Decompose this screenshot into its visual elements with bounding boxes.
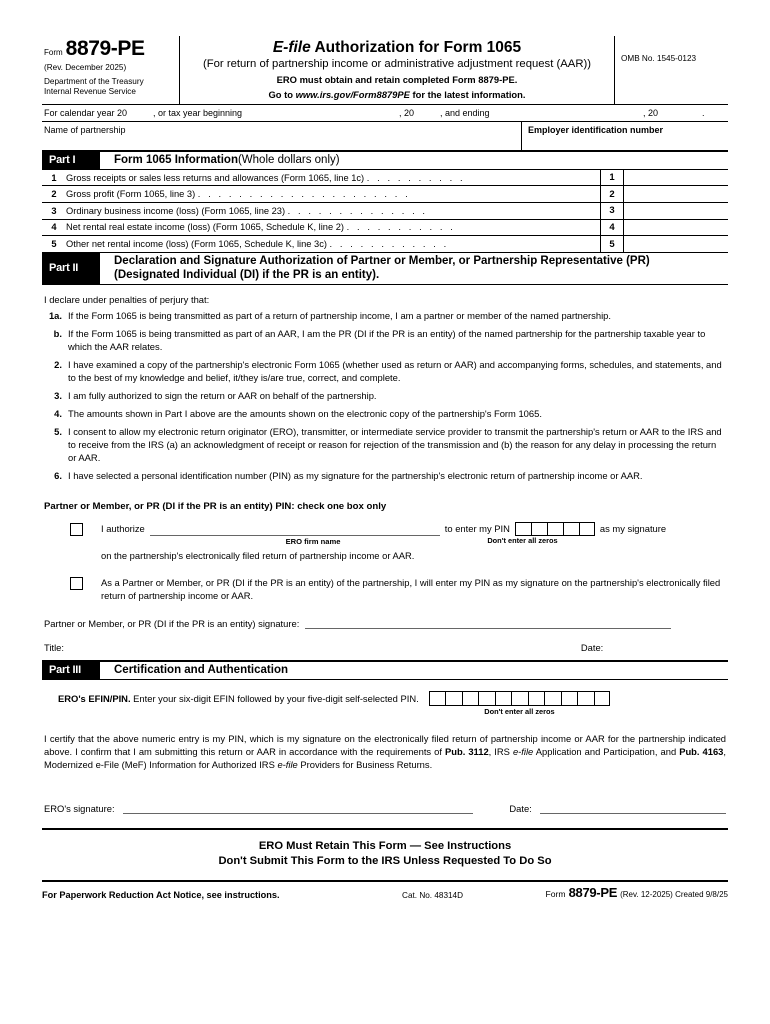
pin-option-1-body [101, 522, 726, 563]
ero-pin-digit-box[interactable] [544, 691, 561, 706]
catalog-number: Cat. No. 48314D [402, 890, 464, 900]
line-number: 4 [51, 222, 57, 233]
certify-part-5: Providers for Business Returns. [297, 759, 433, 771]
pin-digit-box[interactable] [531, 522, 547, 536]
part-3-body [42, 691, 728, 814]
line-box-number: 4 [600, 220, 624, 236]
no-zeros-note-partner: Don't enter all zeros [487, 535, 558, 545]
date-label: Date: [580, 641, 604, 653]
part1-line-2 [42, 186, 728, 203]
item-text: I am fully authorized to sign the return or AAR on behalf of the partnership. [68, 389, 377, 401]
declaration-item-3 [44, 390, 726, 403]
line-text: Other net rental income (loss) (Form 1065, Schedule K, line 3c) [66, 239, 327, 250]
ein-field[interactable] [522, 122, 728, 150]
part1-line-4 [42, 220, 728, 237]
partner-signature-row [44, 617, 726, 629]
pin-digit-box[interactable] [515, 522, 531, 536]
tax-year-row [42, 105, 728, 122]
certify-part-1: I certify that the above numeric entry is my PIN, which is my signature on the electronically filed return of partnership income or AAR for the partnership indicated above. I confirm that I am submitting this return or AAR in accordance with the requirements of [44, 732, 726, 757]
certify-part-2: , IRS [488, 745, 513, 757]
dot-leader: . . . . . . . . . . . . . . . . . . . . . [197, 189, 411, 200]
ero-firm-name-input[interactable] [150, 524, 440, 536]
footer-form-word: Form [545, 888, 566, 899]
pin-digit-box[interactable] [563, 522, 579, 536]
declaration-item-2 [44, 359, 726, 385]
pin-section-heading: Partner or Member, or PR (DI if the PR is an entity) PIN: check one box only [44, 500, 387, 512]
item-text: I have examined a copy of the partnership's electronic Form 1065 (whether used as return or AAR) and accompanying forms, schedules, and statements, and to the best of my knowledge and belief, it/they is/are true, correct, and complete. [68, 358, 722, 383]
item-marker: 2. [54, 358, 62, 370]
ero-date-input[interactable] [540, 802, 726, 814]
line-number: 2 [51, 189, 57, 200]
part1-line-3 [42, 203, 728, 220]
pin-option-2[interactable] [70, 576, 726, 602]
line-description [66, 222, 600, 232]
efin-digit-box[interactable] [478, 691, 495, 706]
checkbox-self-enter-pin[interactable] [70, 577, 83, 590]
item-text: The amounts shown in Part I above are the amounts shown on the electronic copy of the partnership's Form 1065. [68, 407, 542, 419]
declaration-item-6 [44, 470, 726, 483]
item-marker: b. [53, 327, 62, 339]
part-1-title-bold: Form 1065 Information [114, 153, 238, 166]
partner-signature-input[interactable] [305, 617, 671, 629]
item-text: I have selected a personal identification number (PIN) as my signature for the partnership's electronic return of partnership income or AAR. [68, 469, 643, 481]
form-word-label: Form [44, 48, 63, 57]
form-revision-date: (Rev. December 2025) [44, 63, 127, 72]
line-box-number: 5 [600, 236, 624, 252]
item-marker: 6. [54, 469, 62, 481]
pin-option-1[interactable] [70, 522, 726, 563]
partner-signature-label: Partner or Member, or PR (DI if the PR is an entity) signature: [44, 617, 300, 629]
part-2-body [42, 294, 728, 653]
retain-line-1: ERO Must Retain This Form — See Instructions [258, 839, 512, 852]
line-text: Net rental real estate income (loss) (Form 1065, Schedule K, line 2) [66, 222, 344, 233]
declaration-item-1a [44, 310, 726, 323]
line-amount-input[interactable] [624, 170, 728, 186]
as-my-signature-label: as my signature [599, 523, 667, 535]
efin-digit-box[interactable] [445, 691, 462, 706]
certify-part-4: , Modernized e-File (MeF) Information for Authorized IRS [44, 745, 726, 771]
form-title-block [180, 36, 615, 104]
dot-leader: . . . . . . . . . . . . [329, 239, 449, 250]
efin-input-wrap [429, 691, 611, 716]
line-box-number: 2 [600, 186, 624, 202]
line-amount-input[interactable] [624, 203, 728, 219]
issuing-agency [44, 77, 175, 97]
authorize-line [101, 522, 726, 536]
part-3-tag: Part III [42, 662, 100, 679]
line-amount-input[interactable] [624, 220, 728, 236]
pin-option-2-body: As a Partner or Member, or PR (DI if the PR is an entity) of the partnership, I will enter my PIN as my signature on the partnership's electronically filed return of partnership income or AAR. [101, 577, 721, 602]
perjury-declaration: I declare under penalties of perjury that: [44, 293, 210, 305]
line-number: 5 [51, 239, 57, 250]
ero-signature-input[interactable] [123, 802, 474, 814]
ero-signature-label: ERO's signature: [44, 802, 115, 814]
efin-pin-input[interactable] [429, 691, 611, 706]
no-zeros-note-ero: Don't enter all zeros [484, 706, 555, 716]
footer-revision: (Rev. 12-2025) Created 9/8/25 [620, 889, 728, 899]
checkbox-authorize-ero[interactable] [70, 523, 83, 536]
part-1-title [100, 152, 340, 169]
part-1-title-note: (Whole dollars only) [237, 153, 340, 166]
efin-digit-box[interactable] [429, 691, 446, 706]
form-subtitle: (For return of partnership income or administrative adjustment request (AAR)) [202, 57, 591, 70]
dot-leader: . . . . . . . . . . . [346, 222, 456, 233]
part-2-tag: Part II [42, 253, 100, 284]
efin-digit-box[interactable] [495, 691, 512, 706]
omb-number: OMB No. 1545-0123 [621, 54, 697, 63]
part-2-title-line2: (Designated Individual (DI) if the PR is an entity). [114, 268, 380, 281]
partnership-name-field[interactable] [42, 122, 522, 150]
partner-pin-input[interactable] [515, 522, 595, 536]
form-number: 8879-PE [65, 37, 145, 60]
efile-italic: E-file [272, 39, 311, 56]
retain-line-2: Don't Submit This Form to the IRS Unless Requested To Do So [218, 854, 552, 867]
authorize-label: I authorize [101, 523, 145, 535]
pub-3112-ref: Pub. 3112 [444, 745, 489, 757]
declaration-item-4 [44, 408, 726, 421]
irs-website-notice [184, 89, 610, 101]
line-description [66, 206, 600, 216]
item-marker: 1a. [48, 309, 62, 321]
item-text: I consent to allow my electronic return originator (ERO), transmitter, or intermediate service provider to transmit the partnership's return or AAR to the IRS and to receive from the IRS (a) an acknowledgment of receipt or reason for rejection of the transmission and (b) the reason for any delay in processing the return or AAR. [68, 425, 722, 463]
efile-italic-1: e-file [512, 745, 534, 757]
declaration-item-1b [44, 328, 726, 354]
dot-leader: . . . . . . . . . . [366, 172, 466, 183]
item-marker: 4. [54, 407, 62, 419]
line-text: Gross receipts or sales less returns and allowances (Form 1065, line 1c) [66, 172, 365, 183]
title-label: Title: [44, 641, 64, 653]
ero-pin-digit-box[interactable] [594, 691, 611, 706]
beginning-year-20: , 20 [399, 107, 415, 118]
efin-pin-row [58, 691, 726, 716]
tax-year-beginning-label: , or tax year beginning [153, 107, 243, 118]
certify-part-3: Application and Participation, and [533, 745, 680, 757]
part1-line-1 [42, 170, 728, 187]
pin-option-1-second-line: on the partnership's electronically filed return of partnership income or AAR. [101, 550, 415, 562]
line-text: Gross profit (Form 1065, line 3) [66, 189, 196, 200]
ending-year-20: , 20 [643, 107, 659, 118]
part-1-tag: Part I [42, 152, 100, 169]
form-footer [42, 882, 728, 900]
page-title [184, 39, 610, 57]
partnership-name-label: Name of partnership [44, 124, 126, 135]
ero-firm-name-label: ERO firm name [285, 536, 341, 546]
title-rest: Authorization for Form 1065 [310, 39, 522, 56]
item-text: If the Form 1065 is being transmitted as part of an AAR, I am the PR (DI if the PR is an entity) of the named partnership for the partnership taxable year to which the AAR relates. [68, 327, 706, 352]
line-description [66, 239, 600, 249]
ero-pin-digit-box[interactable] [528, 691, 545, 706]
declaration-item-5 [44, 426, 726, 465]
line-description [66, 173, 600, 183]
goto-suffix: for the latest information. [409, 89, 526, 101]
part-1-banner [42, 152, 728, 170]
efin-digit-box[interactable] [462, 691, 479, 706]
to-enter-pin-label: to enter my PIN [444, 523, 510, 535]
pub-4163-ref: Pub. 4163 [679, 745, 724, 757]
line-box-number: 1 [600, 170, 624, 186]
line-amount-input[interactable] [624, 236, 728, 252]
part-2-banner [42, 253, 728, 285]
goto-prefix: Go to [268, 89, 296, 101]
irs-url: www.irs.gov/Form8879PE [295, 89, 410, 101]
efin-label-bold: ERO's EFIN/PIN. [58, 692, 131, 704]
irs-line: Internal Revenue Service [44, 87, 136, 96]
efile-italic-2: e-file [277, 759, 298, 771]
title-date-row [44, 642, 726, 653]
ero-certification-text [44, 732, 726, 772]
tax-year-ending-label: , and ending [440, 107, 490, 118]
partnership-identification-row [42, 122, 728, 152]
form-8879-pe [42, 36, 728, 900]
line-box-number: 3 [600, 203, 624, 219]
pin-digit-box[interactable] [579, 522, 595, 536]
part-2-title [100, 253, 650, 284]
ending-period: . [702, 107, 705, 118]
form-identity-block [42, 36, 180, 104]
ero-signature-row [44, 802, 726, 814]
item-marker: 5. [54, 425, 62, 437]
part1-line-5 [42, 236, 728, 253]
ero-pin-digit-box[interactable] [561, 691, 578, 706]
treasury-line: Department of the Treasury [44, 77, 144, 86]
line-amount-input[interactable] [624, 186, 728, 202]
efin-digit-box[interactable] [511, 691, 528, 706]
line-text: Ordinary business income (loss) (Form 1065, line 23) [66, 205, 286, 216]
efin-instruction [58, 691, 419, 704]
item-marker: 3. [54, 389, 62, 401]
pin-digit-box[interactable] [547, 522, 563, 536]
line-number: 1 [51, 172, 57, 183]
dot-leader: . . . . . . . . . . . . . . [287, 205, 428, 216]
ero-date-label: Date: [509, 802, 532, 814]
retention-notice [42, 828, 728, 869]
footer-form-number: 8879-PE [568, 884, 618, 900]
part-3-title: Certification and Authentication [114, 663, 288, 676]
ero-pin-digit-box[interactable] [577, 691, 594, 706]
line-description [66, 189, 600, 199]
part-2-title-line1: Declaration and Signature Authorization of Partner or Member, or Partnership Representative (PR) [114, 254, 650, 267]
item-text: If the Form 1065 is being transmitted as part of a return of partnership income, I am a partner or member of the named partnership. [68, 309, 611, 321]
footer-form-identity [546, 885, 728, 900]
ero-retain-notice: ERO must obtain and retain completed Form 8879-PE. [276, 74, 518, 86]
calendar-year-label: For calendar year 20 [44, 107, 128, 118]
part-3-banner [42, 660, 728, 680]
efin-label-text: Enter your six-digit EFIN followed by your five-digit self-selected PIN. [130, 692, 419, 704]
ein-label: Employer identification number [528, 124, 664, 135]
line-number: 3 [51, 205, 57, 216]
form-header [42, 36, 728, 105]
paperwork-reduction-notice: For Paperwork Reduction Act Notice, see instructions. [42, 889, 280, 900]
